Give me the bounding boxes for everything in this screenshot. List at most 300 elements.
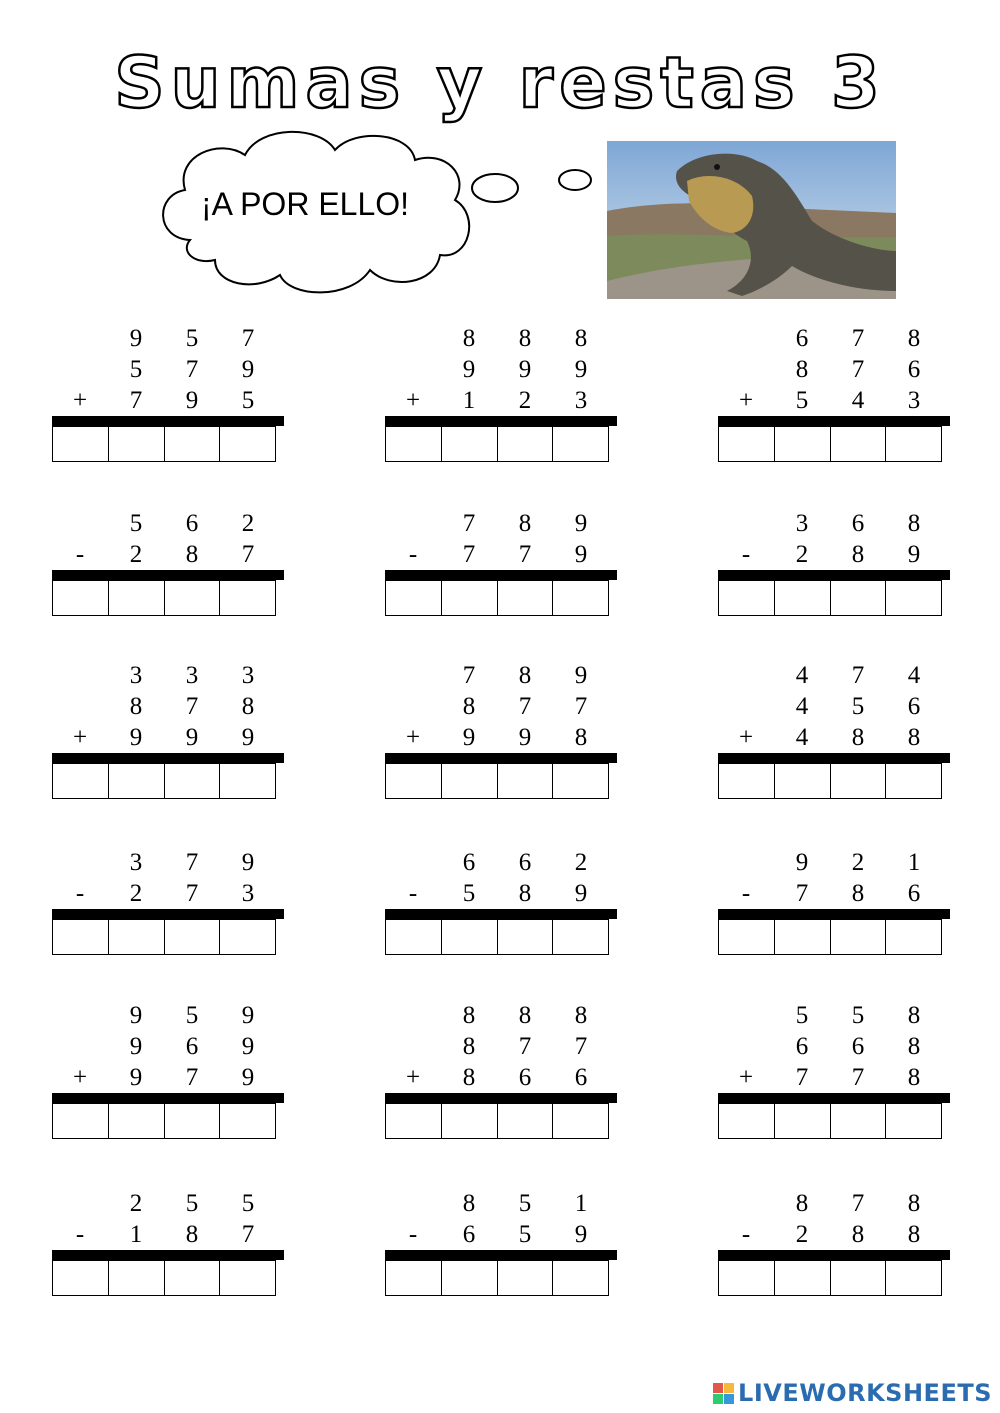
addition-problem <box>718 323 958 462</box>
answer-box[interactable] <box>165 764 221 798</box>
digit: 8 <box>462 1064 476 1091</box>
answer-box[interactable] <box>109 581 165 615</box>
answer-box[interactable] <box>775 920 831 954</box>
result-line <box>718 1093 950 1103</box>
digit: 8 <box>185 1221 199 1248</box>
number-row <box>52 1188 292 1219</box>
page-title: Sumas y restas 3 <box>114 42 886 124</box>
digit: 8 <box>518 510 532 537</box>
answer-box[interactable] <box>831 764 887 798</box>
digit: 7 <box>185 693 199 720</box>
digit: 9 <box>574 356 588 383</box>
number-row <box>385 1219 625 1250</box>
result-line <box>52 570 284 580</box>
answer-box[interactable] <box>831 920 887 954</box>
number-row <box>385 323 625 354</box>
result-line <box>52 1250 284 1260</box>
digit: 8 <box>241 693 255 720</box>
answer-box[interactable] <box>442 1104 498 1138</box>
digit: 7 <box>241 541 255 568</box>
digit: 9 <box>907 541 921 568</box>
answer-box[interactable] <box>53 427 109 461</box>
answer-boxes <box>52 426 276 462</box>
digit: 9 <box>574 1221 588 1248</box>
logo-mark-icon <box>713 1383 734 1404</box>
answer-box[interactable] <box>498 427 554 461</box>
answer-box[interactable] <box>553 1104 608 1138</box>
number-row <box>718 1031 958 1062</box>
result-line <box>718 570 950 580</box>
digit: 3 <box>241 662 255 689</box>
answer-box[interactable] <box>719 427 775 461</box>
operator-sign: + <box>738 387 754 414</box>
digit: 7 <box>851 662 865 689</box>
digit: 3 <box>574 387 588 414</box>
digit: 8 <box>518 880 532 907</box>
answer-box[interactable] <box>831 1104 887 1138</box>
number-row <box>718 691 958 722</box>
number-row <box>718 1188 958 1219</box>
operator-sign: - <box>741 880 751 907</box>
digit: 9 <box>241 1033 255 1060</box>
digit: 7 <box>185 1064 199 1091</box>
digit: 2 <box>851 849 865 876</box>
digit: 8 <box>907 724 921 751</box>
cloud-text: ¡A POR ELLO! <box>200 186 410 222</box>
operator-sign: - <box>741 1221 751 1248</box>
digit: 9 <box>241 724 255 751</box>
digit: 5 <box>185 1190 199 1217</box>
answer-box[interactable] <box>109 1261 165 1295</box>
number-row <box>52 385 292 416</box>
operator-sign: - <box>408 880 418 907</box>
digit: 5 <box>185 325 199 352</box>
digit: 6 <box>907 880 921 907</box>
digit: 8 <box>129 693 143 720</box>
operator-sign: + <box>72 387 88 414</box>
digit: 9 <box>574 662 588 689</box>
result-line <box>718 909 950 919</box>
digit: 7 <box>574 693 588 720</box>
answer-box[interactable] <box>442 1261 498 1295</box>
digit: 8 <box>907 325 921 352</box>
answer-boxes <box>718 763 942 799</box>
number-row <box>52 847 292 878</box>
answer-boxes <box>52 1103 276 1139</box>
digit: 6 <box>518 1064 532 1091</box>
digit: 1 <box>574 1190 588 1217</box>
answer-box[interactable] <box>719 920 775 954</box>
answer-box[interactable] <box>220 581 275 615</box>
operator-sign: + <box>405 387 421 414</box>
answer-box[interactable] <box>886 920 941 954</box>
answer-box[interactable] <box>886 1261 941 1295</box>
subtraction-problem <box>52 1188 292 1296</box>
digit: 2 <box>241 510 255 537</box>
addition-problem <box>385 323 625 462</box>
number-row <box>718 1062 958 1093</box>
subtraction-problem <box>718 1188 958 1296</box>
answer-box[interactable] <box>553 1261 608 1295</box>
result-line <box>718 1250 950 1260</box>
number-row <box>385 1000 625 1031</box>
digit: 8 <box>907 1221 921 1248</box>
answer-box[interactable] <box>886 764 941 798</box>
addition-problem <box>52 1000 292 1139</box>
answer-box[interactable] <box>831 1261 887 1295</box>
answer-box[interactable] <box>53 1104 109 1138</box>
digit: 3 <box>129 849 143 876</box>
digit: 7 <box>795 880 809 907</box>
digit: 7 <box>851 1064 865 1091</box>
result-line <box>718 416 950 426</box>
subtraction-problem <box>385 847 625 955</box>
answer-box[interactable] <box>775 581 831 615</box>
answer-box[interactable] <box>109 427 165 461</box>
digit: 8 <box>907 1002 921 1029</box>
number-row <box>385 1188 625 1219</box>
answer-box[interactable] <box>442 427 498 461</box>
number-row <box>385 354 625 385</box>
digit: 5 <box>518 1190 532 1217</box>
answer-boxes <box>52 580 276 616</box>
answer-box[interactable] <box>775 427 831 461</box>
number-row <box>718 539 958 570</box>
digit: 8 <box>518 325 532 352</box>
number-row <box>52 1000 292 1031</box>
digit: 6 <box>185 510 199 537</box>
number-row <box>52 1062 292 1093</box>
digit: 7 <box>795 1064 809 1091</box>
digit: 5 <box>851 1002 865 1029</box>
answer-box[interactable] <box>53 1261 109 1295</box>
addition-problem <box>385 660 625 799</box>
answer-box[interactable] <box>831 581 887 615</box>
result-line <box>385 909 617 919</box>
digit: 5 <box>129 356 143 383</box>
answer-boxes <box>385 1260 609 1296</box>
number-row <box>718 323 958 354</box>
number-row <box>385 1062 625 1093</box>
answer-box[interactable] <box>831 427 887 461</box>
number-row <box>718 847 958 878</box>
number-row <box>52 878 292 909</box>
digit: 6 <box>907 356 921 383</box>
digit: 8 <box>462 325 476 352</box>
result-line <box>52 909 284 919</box>
digit: 7 <box>462 541 476 568</box>
operator-sign: - <box>408 1221 418 1248</box>
answer-box[interactable] <box>719 764 775 798</box>
digit: 9 <box>462 724 476 751</box>
digit: 2 <box>795 1221 809 1248</box>
addition-problem <box>385 1000 625 1139</box>
digit: 8 <box>851 1221 865 1248</box>
digit: 9 <box>129 724 143 751</box>
answer-boxes <box>718 1260 942 1296</box>
digit: 6 <box>795 1033 809 1060</box>
digit: 2 <box>574 849 588 876</box>
digit: 6 <box>795 325 809 352</box>
answer-box[interactable] <box>442 920 498 954</box>
subtraction-problem <box>385 1188 625 1296</box>
answer-box[interactable] <box>386 427 442 461</box>
digit: 6 <box>907 693 921 720</box>
digit: 9 <box>185 387 199 414</box>
digit: 6 <box>574 1064 588 1091</box>
liveworksheets-logo <box>713 1378 992 1408</box>
digit: 8 <box>907 510 921 537</box>
answer-boxes <box>385 919 609 955</box>
digit: 9 <box>518 724 532 751</box>
digit: 8 <box>574 325 588 352</box>
lizard-photo <box>607 141 896 299</box>
number-row <box>52 1031 292 1062</box>
result-line <box>385 570 617 580</box>
digit: 8 <box>185 541 199 568</box>
answer-box[interactable] <box>220 427 275 461</box>
answer-box[interactable] <box>220 1261 275 1295</box>
answer-boxes <box>385 580 609 616</box>
digit: 6 <box>851 510 865 537</box>
digit: 9 <box>129 1064 143 1091</box>
addition-problem <box>718 1000 958 1139</box>
digit: 9 <box>574 510 588 537</box>
answer-box[interactable] <box>386 581 442 615</box>
answer-box[interactable] <box>53 764 109 798</box>
answer-boxes <box>385 1103 609 1139</box>
answer-box[interactable] <box>109 764 165 798</box>
digit: 3 <box>795 510 809 537</box>
number-row <box>52 539 292 570</box>
answer-boxes <box>718 1103 942 1139</box>
answer-box[interactable] <box>220 1104 275 1138</box>
number-row <box>385 508 625 539</box>
addition-problem <box>718 660 958 799</box>
digit: 7 <box>851 356 865 383</box>
operator-sign: - <box>75 1221 85 1248</box>
digit: 9 <box>518 356 532 383</box>
result-line <box>385 416 617 426</box>
number-row <box>52 508 292 539</box>
answer-box[interactable] <box>719 1261 775 1295</box>
result-line <box>52 1093 284 1103</box>
digit: 8 <box>795 1190 809 1217</box>
digit: 4 <box>795 662 809 689</box>
answer-box[interactable] <box>220 920 275 954</box>
answer-box[interactable] <box>775 1104 831 1138</box>
digit: 8 <box>462 693 476 720</box>
result-line <box>385 1250 617 1260</box>
answer-box[interactable] <box>553 764 608 798</box>
answer-box[interactable] <box>498 920 554 954</box>
operator-sign: + <box>738 724 754 751</box>
number-row <box>385 385 625 416</box>
answer-box[interactable] <box>498 581 554 615</box>
digit: 4 <box>851 387 865 414</box>
subtraction-problem <box>385 508 625 616</box>
digit: 9 <box>462 356 476 383</box>
answer-box[interactable] <box>553 920 608 954</box>
digit: 9 <box>241 1064 255 1091</box>
operator-sign: + <box>72 1064 88 1091</box>
answer-box[interactable] <box>775 764 831 798</box>
digit: 1 <box>129 1221 143 1248</box>
digit: 7 <box>462 510 476 537</box>
number-row <box>385 722 625 753</box>
digit: 8 <box>462 1002 476 1029</box>
digit: 7 <box>851 325 865 352</box>
answer-box[interactable] <box>386 1261 442 1295</box>
digit: 7 <box>462 662 476 689</box>
digit: 6 <box>851 1033 865 1060</box>
answer-box[interactable] <box>165 581 221 615</box>
answer-box[interactable] <box>498 1261 554 1295</box>
number-row <box>52 323 292 354</box>
digit: 9 <box>241 849 255 876</box>
digit: 3 <box>241 880 255 907</box>
number-row <box>52 660 292 691</box>
digit: 8 <box>462 1190 476 1217</box>
digit: 5 <box>241 387 255 414</box>
digit: 4 <box>907 662 921 689</box>
digit: 8 <box>851 724 865 751</box>
answer-box[interactable] <box>386 920 442 954</box>
logo-text: LIVEWORKSHEETS <box>738 1379 992 1407</box>
digit: 7 <box>185 356 199 383</box>
digit: 8 <box>574 1002 588 1029</box>
digit: 7 <box>518 1033 532 1060</box>
digit: 7 <box>518 693 532 720</box>
answer-box[interactable] <box>109 1104 165 1138</box>
answer-box[interactable] <box>775 1261 831 1295</box>
digit: 5 <box>241 1190 255 1217</box>
answer-box[interactable] <box>886 581 941 615</box>
answer-box[interactable] <box>109 920 165 954</box>
operator-sign: + <box>72 724 88 751</box>
answer-box[interactable] <box>886 427 941 461</box>
subtraction-problem <box>52 847 292 955</box>
digit: 8 <box>462 1033 476 1060</box>
result-line <box>52 416 284 426</box>
digit: 8 <box>795 356 809 383</box>
digit: 6 <box>462 1221 476 1248</box>
number-row <box>718 722 958 753</box>
answer-box[interactable] <box>886 1104 941 1138</box>
digit: 8 <box>907 1064 921 1091</box>
digit: 7 <box>241 325 255 352</box>
digit: 2 <box>129 880 143 907</box>
digit: 7 <box>185 880 199 907</box>
result-line <box>52 753 284 763</box>
digit: 1 <box>907 849 921 876</box>
answer-box[interactable] <box>53 920 109 954</box>
answer-box[interactable] <box>165 920 221 954</box>
digit: 2 <box>129 1190 143 1217</box>
digit: 5 <box>851 693 865 720</box>
digit: 5 <box>462 880 476 907</box>
answer-boxes <box>52 1260 276 1296</box>
digit: 2 <box>795 541 809 568</box>
digit: 5 <box>129 510 143 537</box>
answer-box[interactable] <box>386 764 442 798</box>
digit: 9 <box>129 325 143 352</box>
number-row <box>718 1000 958 1031</box>
addition-problem <box>52 323 292 462</box>
answer-boxes <box>718 919 942 955</box>
number-row <box>385 878 625 909</box>
number-row <box>385 1031 625 1062</box>
answer-box[interactable] <box>220 764 275 798</box>
answer-box[interactable] <box>498 1104 554 1138</box>
digit: 5 <box>185 1002 199 1029</box>
digit: 2 <box>129 541 143 568</box>
operator-sign: - <box>408 541 418 568</box>
answer-box[interactable] <box>553 581 608 615</box>
result-line <box>718 753 950 763</box>
digit: 7 <box>129 387 143 414</box>
digit: 9 <box>574 541 588 568</box>
operator-sign: - <box>75 880 85 907</box>
digit: 3 <box>185 662 199 689</box>
number-row <box>718 1219 958 1250</box>
digit: 5 <box>518 1221 532 1248</box>
digit: 3 <box>129 662 143 689</box>
answer-box[interactable] <box>165 427 221 461</box>
answer-box[interactable] <box>442 764 498 798</box>
digit: 6 <box>462 849 476 876</box>
answer-box[interactable] <box>386 1104 442 1138</box>
digit: 9 <box>574 880 588 907</box>
digit: 8 <box>907 1190 921 1217</box>
digit: 8 <box>907 1033 921 1060</box>
number-row <box>385 660 625 691</box>
answer-box[interactable] <box>719 1104 775 1138</box>
digit: 1 <box>462 387 476 414</box>
operator-sign: - <box>75 541 85 568</box>
number-row <box>385 847 625 878</box>
digit: 5 <box>795 1002 809 1029</box>
number-row <box>718 660 958 691</box>
answer-boxes <box>718 580 942 616</box>
answer-box[interactable] <box>165 1104 221 1138</box>
digit: 9 <box>241 1002 255 1029</box>
digit: 8 <box>851 541 865 568</box>
digit: 8 <box>518 1002 532 1029</box>
answer-box[interactable] <box>498 764 554 798</box>
digit: 7 <box>241 1221 255 1248</box>
number-row <box>385 691 625 722</box>
number-row <box>52 354 292 385</box>
operator-sign: + <box>738 1064 754 1091</box>
subtraction-problem <box>718 847 958 955</box>
answer-box[interactable] <box>53 581 109 615</box>
number-row <box>718 878 958 909</box>
number-row <box>52 691 292 722</box>
answer-box[interactable] <box>442 581 498 615</box>
digit: 8 <box>574 724 588 751</box>
answer-boxes <box>52 763 276 799</box>
digit: 7 <box>574 1033 588 1060</box>
answer-box[interactable] <box>553 427 608 461</box>
digit: 6 <box>518 849 532 876</box>
answer-box[interactable] <box>165 1261 221 1295</box>
operator-sign: - <box>741 541 751 568</box>
number-row <box>52 1219 292 1250</box>
digit: 3 <box>907 387 921 414</box>
answer-box[interactable] <box>719 581 775 615</box>
number-row <box>385 539 625 570</box>
